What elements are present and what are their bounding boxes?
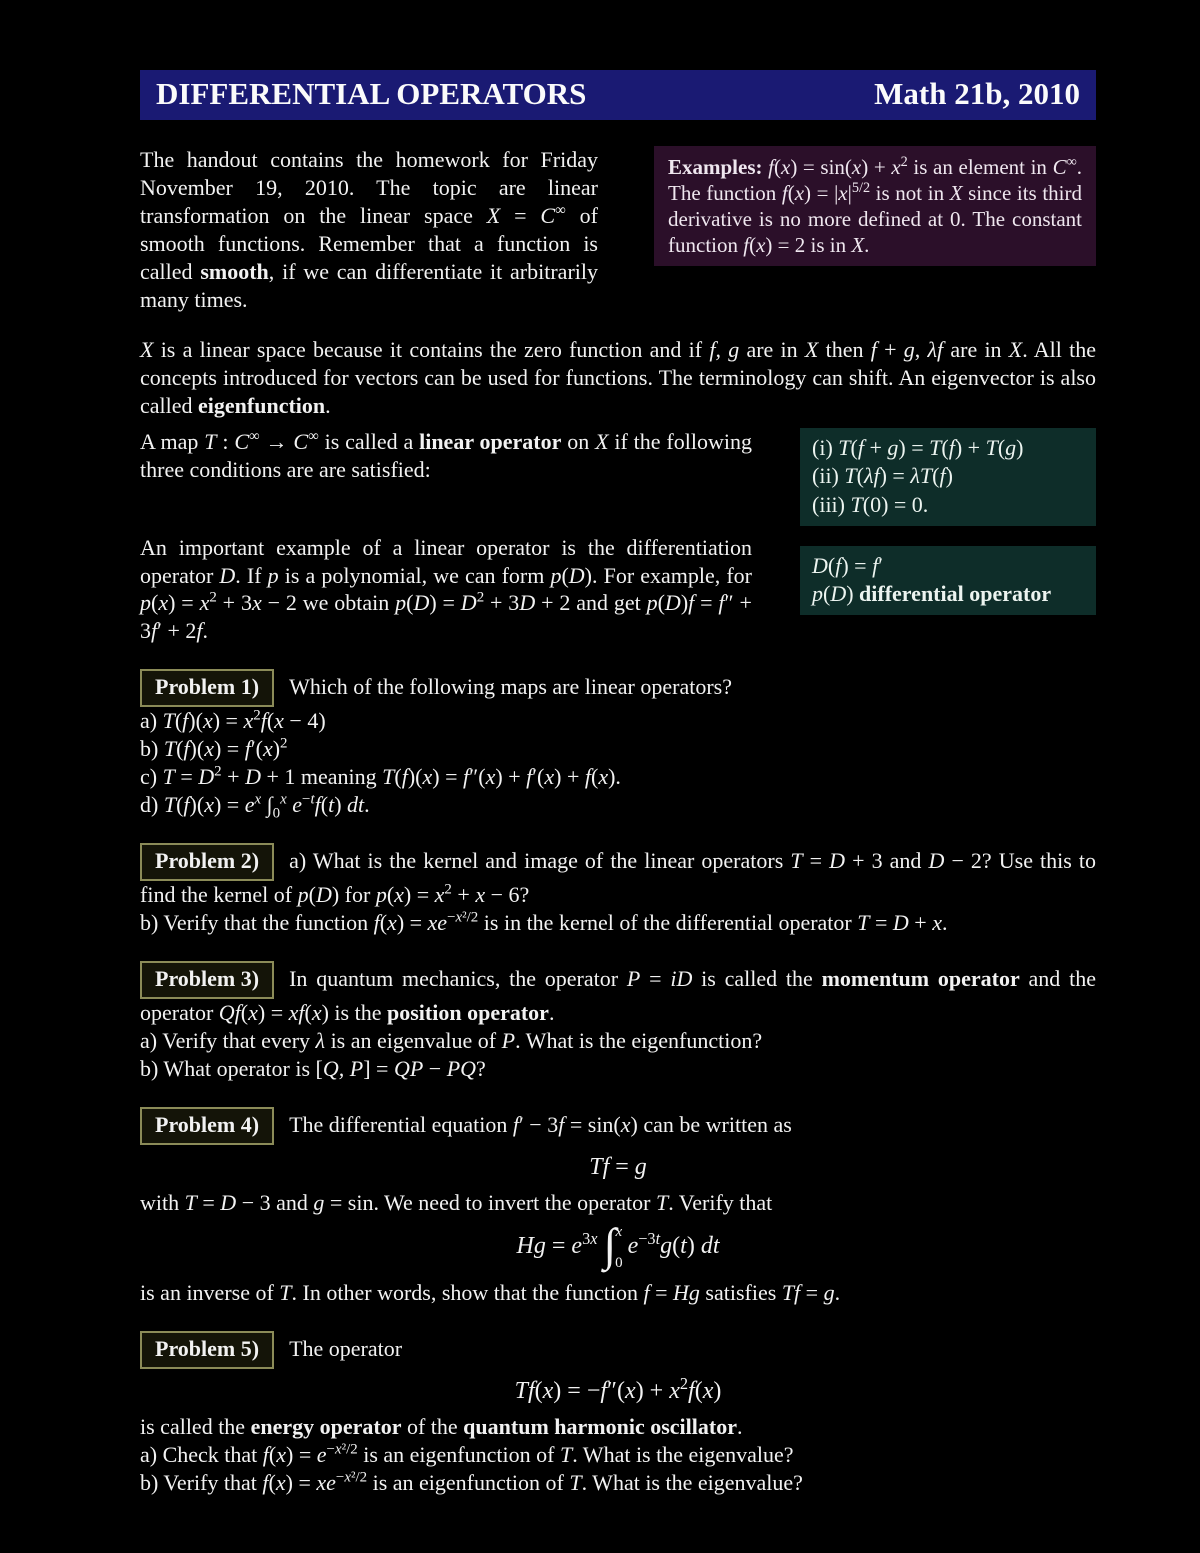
condition-line-3: (iii) T(0) = 0. — [812, 491, 929, 517]
diffop-box-line-1: D(f) = f′ — [812, 552, 884, 578]
problem-4-intro — [140, 1107, 1096, 1145]
problem-1-item-b: b) $T(f)(x) = f'(x)^2$ — [140, 735, 288, 762]
problem-5-item-b: b) Verify that $f(x) = xe^{-x^2/2}$ is an eigenfunction of T. What is the eigenvalue? — [140, 1469, 803, 1496]
problem-1-section — [140, 669, 1096, 822]
problem-1-question: Which of the following maps are linear operators? — [289, 674, 732, 700]
problem-2-intro — [140, 843, 1096, 909]
problem-3-intro — [140, 961, 1096, 1027]
integral-lower-limit: 0 — [615, 1254, 623, 1271]
problem-2-section — [140, 843, 1096, 937]
differential-operator-paragraph: An important example of a linear operator is the differentiation operator D. If p is a polynomial, we can form p(D). For example, for $p(x) = x^2 + 3x - 2$ we obtain $p(D) = D^2 + 3D + 2$ and get p(D)f = f″ + 3f′ + 2f. — [140, 534, 753, 644]
problem-5-equation-display: $Tf(x) = -f''(x) + x^2f(x)$ — [514, 1373, 722, 1404]
problem-2-label: Problem 2) — [140, 843, 274, 881]
linear-space-paragraph: X is a linear space because it contains the zero function and if f, g are in X then f + g, λf are in X. All the concepts introduced for vectors can be used for functions. The terminology can shift. An eigenvector is also called eigenfunction. — [140, 336, 1097, 418]
problem-5-item-a: a) Check that $f(x) = e^{-x^2/2}$ is an eigenfunction of T. What is the eigenvalue? — [140, 1441, 794, 1468]
problem-4-statement: The differential equation f′ − 3f = sin(x) can be written as — [289, 1111, 792, 1137]
problem-1-item-d: d) $T(f)(x) = e^x$ $\int_0^x$ $e^{-t}f(t)$ dt. — [140, 791, 370, 822]
integral-limits — [615, 1223, 623, 1273]
problem-5-end-paragraph: is called the energy operator of the quantum harmonic oscillator. — [140, 1414, 743, 1440]
intro-section — [140, 146, 1096, 314]
differential-operator-section — [140, 534, 1096, 646]
problem-5-statement: The operator — [289, 1335, 403, 1361]
integral-upper-limit: x — [615, 1223, 623, 1240]
condition-line-1: (i) T(f + g) = T(f) + T(g) — [812, 434, 1024, 460]
examples-box: Examples: $f(x) = \sin(x) + x^2$ is an element in C∞. The function $f(x) = |x|^{5/2}$ is not in X since its third derivative is no more defined at 0. The constant function f(x) = 2 is in X. — [654, 146, 1096, 266]
problem-1-item-a: a) $T(f)(x) = x^2f(x - 4)$ — [140, 707, 326, 734]
problem-3-item-b: b) What operator is [Q, P] = QP − PQ? — [140, 1055, 486, 1081]
intro-paragraph: The handout contains the homework for Friday November 19, 2010. The topic are linear transformation on the linear space X = C∞ of smooth functions. Remember that a function is called smooth, if we can differentiate it arbitrarily many times. — [140, 147, 598, 313]
problem-5-label: Problem 5) — [140, 1331, 274, 1369]
problem-1-intro — [140, 669, 1096, 707]
problem-3-section — [140, 961, 1096, 1083]
problem-5-section — [140, 1331, 1096, 1497]
problem-4-equation-display: Tf = g — [589, 1153, 647, 1180]
problem-4-end-paragraph: is an inverse of T. In other words, show that the function f = Hg satisfies Tf = g. — [140, 1279, 841, 1305]
integral-rhs: $e^{-3t}g(t)$ dt — [627, 1229, 720, 1260]
diffop-box — [800, 546, 1096, 615]
linear-operator-paragraph: A map T : C∞ → C∞ is called a linear operator on X if the following three conditions are are satisfied: — [140, 428, 752, 482]
problem-4-label: Problem 4) — [140, 1107, 274, 1145]
integral-sign-icon: ∫ — [603, 1218, 617, 1270]
problem-1-item-c: c) $T = D^2 + D + 1$ meaning T(f)(x) = f″(x) + f′(x) + f(x). — [140, 763, 621, 790]
problem-3-item-a: a) Verify that every λ is an eigenvalue of P. What is the eigenfunction? — [140, 1027, 763, 1053]
linear-operator-section — [140, 428, 1096, 526]
diffop-box-line-2: p(D) differential operator — [812, 581, 1052, 607]
problem-4-mid-paragraph: with T = D − 3 and g = sin. We need to invert the operator T. Verify that — [140, 1189, 773, 1215]
conditions-box — [800, 428, 1096, 526]
integral-lhs: $Hg = e^{3x}$ — [516, 1229, 598, 1260]
problem-5-intro — [140, 1331, 1096, 1369]
problem-2-item-b: b) Verify that the function $f(x) = xe^{-x^2/2}$ is in the kernel of the differential operator T = D + x. — [140, 909, 948, 935]
problem-1-label: Problem 1) — [140, 669, 274, 707]
problem-4-integral-display — [140, 1218, 1096, 1273]
problem-3-statement: In quantum mechanics, the operator P = iD is called the momentum operator and the operator Qf(x) = xf(x) is the position operator. — [140, 965, 1096, 1025]
problem-4-section — [140, 1107, 1096, 1307]
course-label: Math 21b, 2010 — [874, 76, 1080, 111]
problem-2-item-a: a) What is the kernel and image of the linear operators T = D + 3 and D − 2? Use this to find the kernel of p(D) for $p(x) = x^2 + x - 6$? — [140, 848, 1096, 907]
condition-line-2: (ii) T(λf) = λT(f) — [812, 463, 953, 489]
header-bar — [140, 70, 1096, 120]
page-title: DIFFERENTIAL OPERATORS — [156, 76, 587, 111]
problem-3-label: Problem 3) — [140, 961, 274, 999]
